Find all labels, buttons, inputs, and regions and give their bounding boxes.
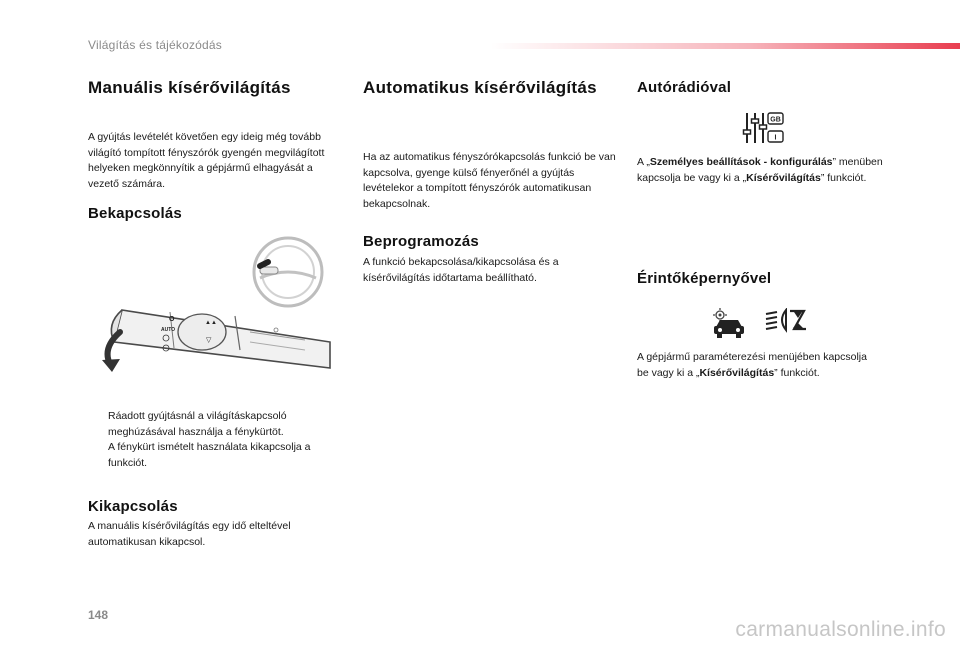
stalk-down-icon: ▽ — [206, 337, 212, 344]
radio-text-post: ” funkciót. — [820, 171, 867, 184]
touchscreen-function-name: Kísérővilágítás — [699, 366, 775, 379]
radio-title: Autórádióval — [637, 79, 732, 96]
settings-sliders-icon — [742, 110, 786, 146]
off-text: A manuális kísérővilágítás egy idő elteltével automatikusan kikapcsol. — [88, 520, 291, 548]
radio-text-pre: A „ — [637, 156, 650, 168]
touchscreen-text-pre: A gépjármű paraméterezési menüjében kapcsolja be vagy ki a „ — [637, 351, 867, 379]
touchscreen-text-post: ” funkciót. — [774, 366, 820, 379]
stalk-label-top: ▲▲ — [205, 320, 217, 326]
automatic-title: Automatikus kísérővilágítás — [363, 78, 597, 97]
list-item — [88, 440, 338, 471]
off-title: Kikapcsolás — [88, 498, 178, 515]
stalk-label-auto: AUTO — [161, 327, 176, 333]
language-gb-label: GB — [770, 116, 781, 124]
header-divider — [490, 43, 960, 49]
radio-menu-name: Személyes beállítások - konfigurálás — [649, 156, 833, 168]
list-item — [88, 409, 338, 440]
programming-title: Beprogramozás — [363, 233, 479, 250]
car-settings-icon — [712, 307, 746, 339]
language-i-label: I — [774, 134, 777, 142]
on-title: Bekapcsolás — [88, 205, 182, 222]
radio-text — [637, 155, 887, 186]
page-number: 148 — [88, 608, 109, 622]
touchscreen-text — [637, 350, 877, 381]
light-stalk-illustration — [100, 232, 340, 372]
bullet-text: Ráadott gyújtásnál a világításkapcsoló meghúzásával használja a fénykürtöt. — [108, 410, 287, 438]
radio-function-name: Kísérővilágítás — [746, 171, 821, 184]
manual-intro: A gyújtás levételét követően egy ideig még tovább világító tompított fényszórók gyengén megvilágított helyeken megkönnyítik a gépjármű elhagyását a vezető számára. — [88, 131, 325, 190]
stalk-label-o: O — [169, 316, 175, 323]
on-bullet-list — [88, 409, 338, 471]
watermark: carmanualsonline.info — [735, 618, 946, 641]
manual-title: Manuális kísérővilágítás — [88, 78, 291, 97]
bullet-text: A fénykürt ismételt használata kikapcsolja a funkciót. — [108, 441, 311, 469]
follow-me-home-icon — [764, 308, 808, 334]
touchscreen-title: Érintőképernyővel — [637, 270, 772, 287]
programming-text: A funkció bekapcsolása/kikapcsolása és a kísérővilágítás időtartama beállítható. — [363, 256, 559, 284]
radio-text-mid: ” menüben kapcsolja be vagy ki a „ — [637, 156, 883, 184]
automatic-intro: Ha az automatikus fényszórókapcsolás funkció be van kapcsolva, gyenge külső fényerőnél a gyújtás levételekor a tompított fényszórók automatikusan bekapcsolnak. — [363, 151, 616, 210]
section-header: Világítás és tájékozódás — [88, 38, 222, 52]
